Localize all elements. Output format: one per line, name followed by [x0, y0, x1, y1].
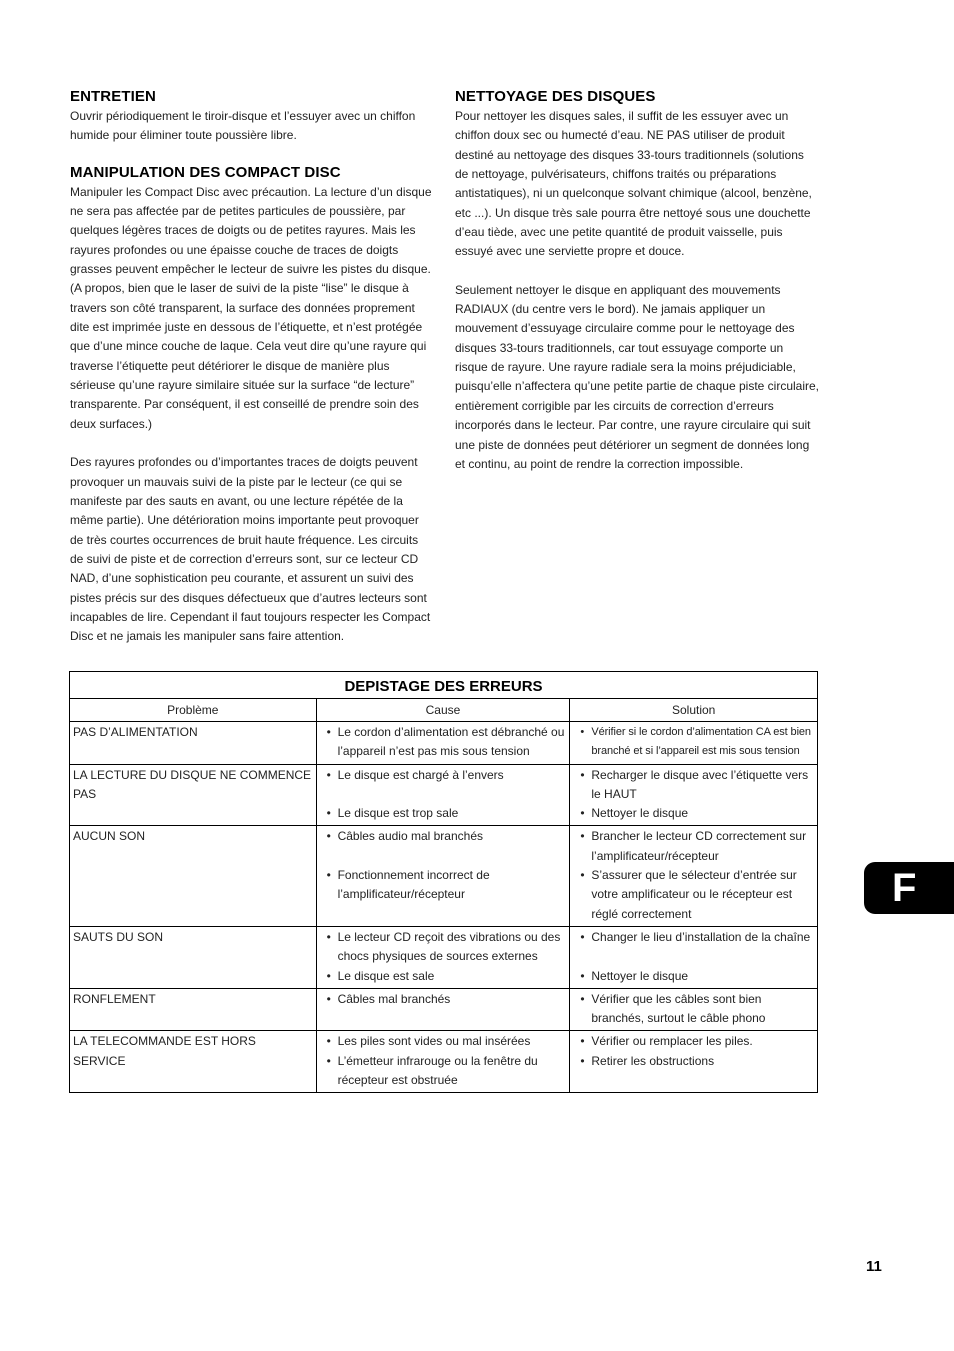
cause-cell: [316, 1031, 570, 1093]
solution-item: • Changer le lieu d’installation de la chaîne: [573, 928, 813, 947]
cause-item: • Les piles sont vides ou mal insérées: [320, 1032, 566, 1051]
problem-cell: LA LECTURE DU DISQUE NE COMMENCE PAS: [70, 764, 317, 826]
table-row: [70, 764, 818, 826]
table-row: [70, 988, 818, 1031]
entretien-text: Ouvrir périodiquement le tiroir-disque et l’essuyer avec un chiffon humide pour éliminer toute poussière libre.: [70, 109, 416, 143]
problem-cell: PAS D’ALIMENTATION: [70, 722, 317, 765]
table-title: DEPISTAGE DES ERREURS: [70, 672, 818, 699]
right-column: [455, 88, 819, 492]
problem-cell: LA TELECOMMANDE EST HORS SERVICE: [70, 1031, 317, 1093]
problem-cell: SAUTS DU SON: [70, 926, 317, 988]
cause-cell: [316, 722, 570, 765]
heading-nettoyage: NETTOYAGE DES DISQUES: [455, 88, 656, 105]
solution-cell: [570, 1031, 818, 1093]
cause-cell: [316, 988, 570, 1031]
manipulation-paragraph-2: Des rayures profondes ou d’importantes traces de doigts peuvent provoquer un mauvais suivi de la piste par le lecteur (ce qui se manifeste par des sauts en avant, ou une lecture répétée de la même partie). Une détérioration moins importante peut provoquer de très courtes occurrences de bruit haute fréquence. Les circuits de suivi de piste et de correction d’erreurs sont, sur ce lecteur CD NAD, d’une sophistication peu courante, et assurent un suivi des pistes précis sur des disques défectueux que d’autres lecteurs sont incapables de lire. Cependant il faut toujours respecter les Compact Disc et ne jamais les manipuler sans faire attention.: [70, 455, 431, 644]
solution-cell: [570, 926, 818, 988]
cause-item: • Câbles mal branchés: [320, 990, 566, 1009]
column-header-probleme: Problème: [70, 699, 317, 722]
problem-cell: RONFLEMENT: [70, 988, 317, 1031]
page-number: 11: [866, 1258, 882, 1275]
cause-cell: [316, 826, 570, 926]
solution-item: • Nettoyer le disque: [573, 967, 813, 986]
cause-item: • Le lecteur CD reçoit des vibrations ou des chocs physiques de sources externes: [320, 928, 566, 967]
troubleshooting-table: [69, 671, 818, 1093]
solution-cell: [570, 764, 818, 826]
solution-cell: [570, 988, 818, 1031]
table-row: [70, 722, 818, 765]
section-entretien: [70, 88, 434, 146]
cause-cell: [316, 926, 570, 988]
table-row: [70, 826, 818, 926]
nettoyage-paragraph-2: Seulement nettoyer le disque en appliquant des mouvements RADIAUX (du centre vers le bord). Ne jamais appliquer un mouvement d’essuyage circulaire comme pour le nettoyage des disques 33-tours traditionnels, car tout essuyage comporte un risque de rayure. Une rayure radiale sera la moins préjudiciable, puisqu’elle n’affectera qu’une petite partie de chaque piste circulaire, entièrement corrigible par les circuits de correction d’erreurs incorporés dans le lecteur. Par contre, une rayure circulaire qui suit une piste de données peut détériorer un segment de données long et continu, au point de rendre la correction impossible.: [455, 282, 820, 471]
solution-cell: [570, 722, 818, 765]
solution-item: • Recharger le disque avec l’étiquette vers le HAUT: [573, 766, 813, 805]
table-header-row: [70, 699, 818, 722]
table-row: [70, 926, 818, 988]
left-column: [70, 88, 434, 665]
solution-item: • S’assurer que le sélecteur d’entrée sur votre amplificateur ou le récepteur est réglé correctement: [573, 866, 813, 924]
cause-item: • Le disque est trop sale: [320, 804, 566, 823]
heading-entretien: ENTRETIEN: [70, 88, 156, 105]
table-row: [70, 1031, 818, 1093]
heading-manipulation: MANIPULATION DES COMPACT DISC: [70, 163, 341, 181]
column-header-solution: Solution: [570, 699, 818, 722]
solution-item: • Vérifier ou remplacer les piles.: [573, 1032, 813, 1051]
cause-item: • L’émetteur infrarouge ou la fenêtre du récepteur est obstruée: [320, 1052, 566, 1091]
manipulation-paragraph-1: Manipuler les Compact Disc avec précaution. La lecture d’un disque ne sera pas affectée par de petites particules de poussière, par quelques légères traces de doigts ou de petites rayures. Mais les rayures profondes ou une épaisse couche de traces de doigts grasses peuvent empêcher le lecteur de suivre les pistes du disque. (A propos, bien que le laser de suivi de la piste “lise” le disque à travers son côté transparent, la surface des données proprement dite est imprimée juste en dessous de l’étiquette, et n’est protégée que d’une mince couche de laque. Cela veut dire qu’une rayure qui traverse l’étiquette peut détériorer le disque de manière plus sérieuse qu’une rayure similaire située sur la surface “de lecture” transparente. Par conséquent, il est conseillé de prendre soin des deux surfaces.): [70, 184, 432, 431]
solution-cell: [570, 826, 818, 926]
table-title-row: [70, 672, 818, 699]
cause-cell: [316, 764, 570, 826]
cause-item: • Le cordon d’alimentation est débranché ou l’appareil n’est pas mis sous tension: [320, 723, 566, 762]
solution-item: • Vérifier que les câbles sont bien branchés, surtout le câble phono: [573, 990, 813, 1029]
language-tab: [864, 862, 954, 914]
language-tab-letter: F: [892, 866, 917, 910]
solution-item: • Nettoyer le disque: [573, 804, 813, 823]
problem-cell: AUCUN SON: [70, 826, 317, 926]
cause-item: • Le disque est sale: [320, 967, 566, 986]
cause-item: • Le disque est chargé à l’envers: [320, 766, 566, 785]
solution-item: • Brancher le lecteur CD correctement sur l’amplificateur/récepteur: [573, 827, 813, 866]
column-header-cause: Cause: [316, 699, 570, 722]
solution-item: • Vérifier si le cordon d’alimentation CA est bien branché et si l’appareil est mis sous tension: [573, 723, 813, 762]
section-manipulation: [70, 164, 434, 647]
nettoyage-paragraph-1: Pour nettoyer les disques sales, il suffit de les essuyer avec un chiffon doux sec ou humecté d’eau. NE PAS utiliser de produit destiné au nettoyage des disques 33-tours traditionnels (solutions de nettoyage, pulvérisateurs, chiffons traités ou préparations antistatiques), ni un quelconque solvant chimique (alcool, benzène, etc ...). Un disque très sale pourra être nettoyé sous une douchette d’eau tiède, avec une petite quantité de produit vaisselle, puis essuyé avec une serviette propre et douce.: [455, 109, 812, 259]
cause-item: • Fonctionnement incorrect de l’amplificateur/récepteur: [320, 866, 566, 905]
cause-item: • Câbles audio mal branchés: [320, 827, 566, 846]
solution-item: • Retirer les obstructions: [573, 1052, 813, 1071]
section-nettoyage: [455, 88, 819, 474]
